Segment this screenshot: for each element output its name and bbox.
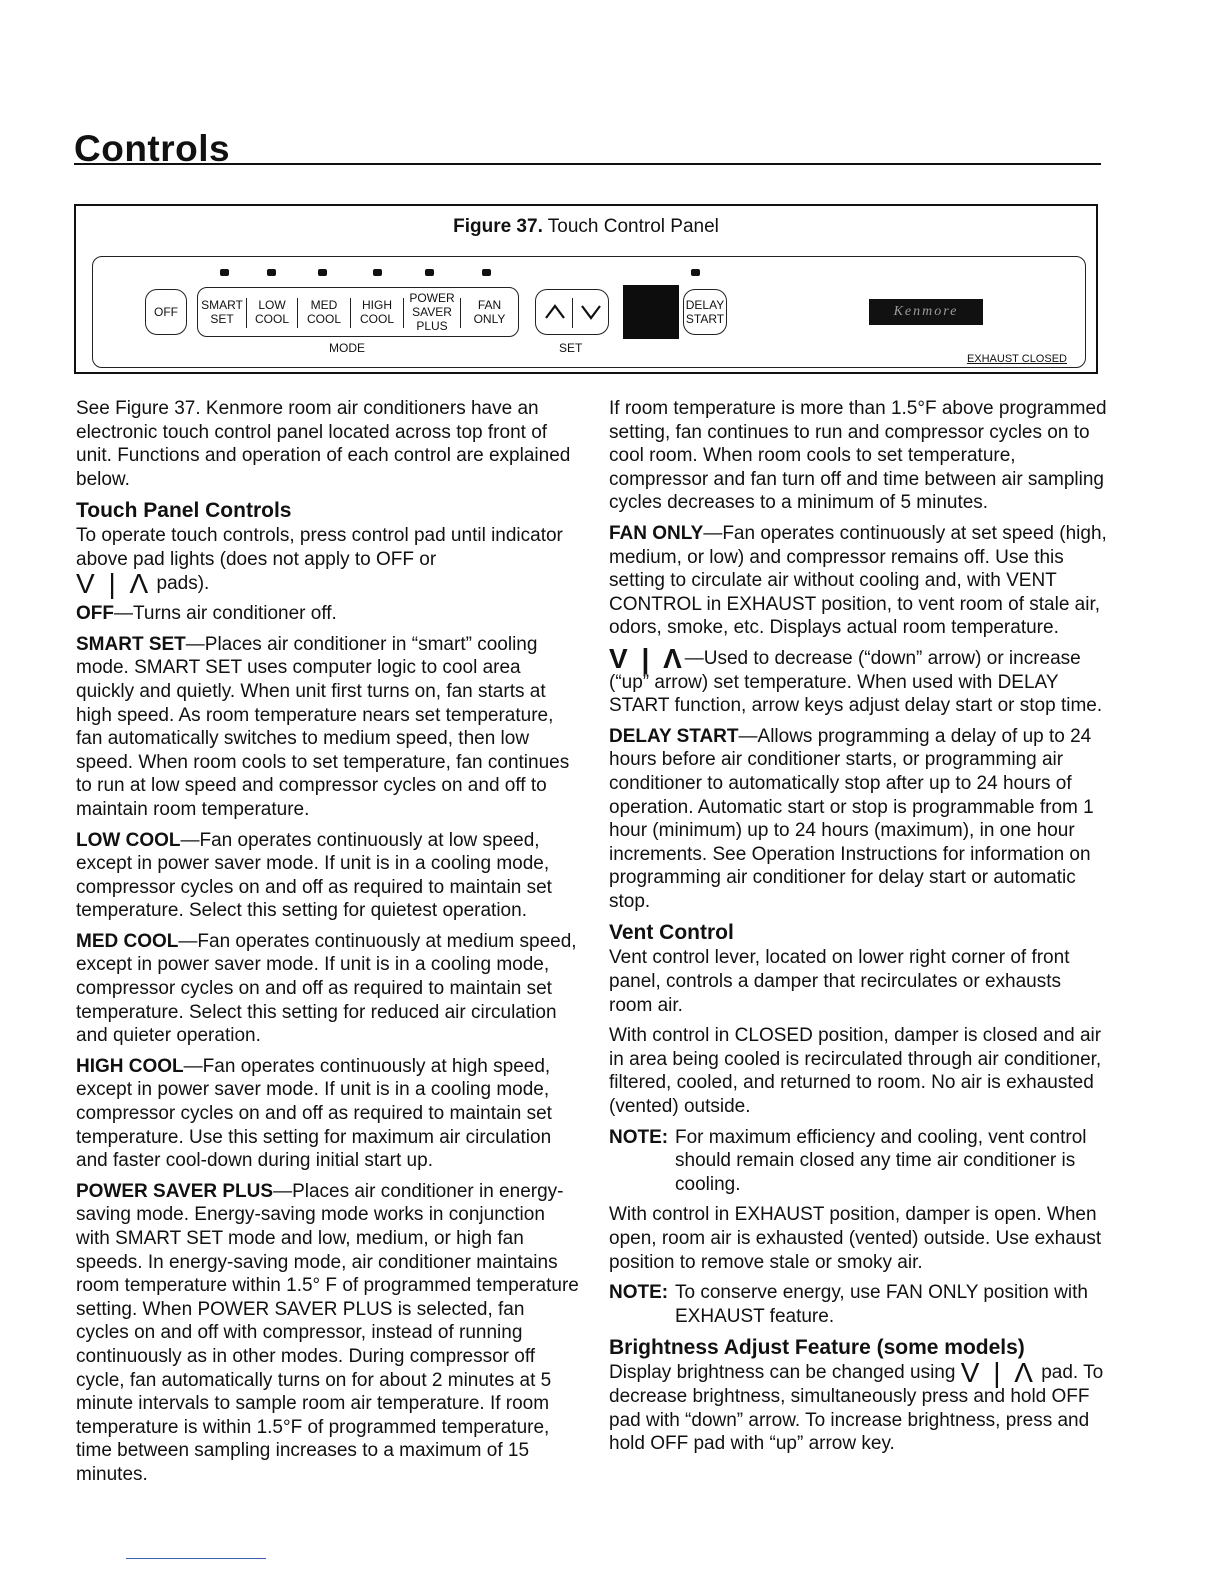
delay-start-term: DELAY START [609, 725, 739, 747]
med-cool-pad[interactable] [298, 292, 350, 332]
fan-only-description [609, 522, 1109, 640]
left-column [76, 397, 580, 1494]
vent-control-heading: Vent Control [609, 921, 734, 945]
arrow-divider [572, 298, 573, 328]
arrow-text: —Used to decrease (“down” arrow) or increase (“up” arrow) set temperature. When used with DELAY START function, arrow keys adjust delay start or stop time. [609, 647, 1103, 717]
smart-set-label-1: SMART [201, 298, 243, 312]
high-cool-label-1: HIGH [362, 298, 392, 312]
med-cool-description [76, 930, 580, 1048]
indicator-smart-set [220, 269, 229, 276]
brand-logo: Kenmore [869, 299, 983, 325]
arrow-symbols: V | Λ [960, 1357, 1036, 1389]
med-cool-term: MED COOL [76, 930, 179, 952]
smart-set-pad[interactable] [198, 292, 246, 332]
low-cool-term: LOW COOL [76, 829, 181, 851]
med-cool-label-2: COOL [306, 312, 341, 326]
mode-pad-group [197, 287, 519, 337]
high-cool-term: HIGH COOL [76, 1055, 184, 1077]
figure-caption [76, 216, 1096, 238]
up-arrow-icon[interactable] [544, 302, 566, 322]
arrow-description [609, 642, 1109, 718]
indicator-delay-start [691, 269, 700, 276]
figure-box [74, 204, 1098, 374]
smart-set-term: SMART SET [76, 633, 186, 655]
off-pad[interactable] [145, 289, 187, 335]
title-rule [74, 163, 1101, 165]
low-cool-text: —Fan operates continuously at low speed, except in power saver mode. If unit is in a cooling mode, compressor cycles on and off as required to maintain set temperature. Select this setting for quietest operation. [76, 829, 552, 922]
high-cool-description [76, 1055, 580, 1173]
note-text: To conserve energy, use FAN ONLY position with EXHAUST feature. [675, 1282, 1088, 1327]
mode-label: MODE [329, 341, 365, 355]
indicator-power-saver [425, 269, 434, 276]
touch-panel-paragraph [76, 524, 580, 599]
power-saver-plus-pad[interactable] [404, 292, 460, 332]
off-pad-label: OFF [154, 305, 178, 319]
right-column [609, 397, 1109, 1463]
fan-only-pad[interactable] [461, 292, 518, 332]
fan-only-label-1: FAN [477, 298, 502, 312]
fan-only-term: FAN ONLY [609, 522, 704, 544]
smart-set-description [76, 633, 580, 822]
brightness-text-end: pad. To decrease brightness, simultaneously press and hold OFF pad with “down” arrow. To increase brightness, press and hold OFF pad with “up” arrow key. [609, 1362, 1104, 1455]
smart-set-label-2: SET [210, 312, 234, 326]
note-conserve-energy [609, 1281, 1109, 1328]
low-cool-label-2: COOL [254, 312, 289, 326]
off-description [76, 602, 580, 626]
note-text: For maximum efficiency and cooling, vent control should remain closed any time air conditioner is cooling. [675, 1126, 1087, 1195]
down-arrow-icon[interactable] [580, 302, 602, 322]
footer-rule [126, 1558, 266, 1559]
note-efficiency [609, 1126, 1109, 1197]
brightness-heading: Brightness Adjust Feature (some models) [609, 1336, 1025, 1360]
off-text: —Turns air conditioner off. [114, 603, 337, 625]
brightness-text: Display brightness can be changed using [609, 1362, 956, 1384]
low-cool-label-1: LOW [258, 298, 286, 312]
high-cool-pad[interactable] [351, 292, 403, 332]
touch-panel-heading: Touch Panel Controls [76, 499, 292, 523]
indicator-fan-only [482, 269, 491, 276]
indicator-high-cool [373, 269, 382, 276]
power-saver-term: POWER SAVER PLUS [76, 1180, 274, 1202]
low-cool-description [76, 829, 580, 923]
low-cool-pad[interactable] [247, 292, 297, 332]
note-label: NOTE: [609, 1126, 669, 1148]
power-saver-label-3: PLUS [416, 319, 448, 333]
power-saver-label-2: SAVER [412, 305, 452, 319]
brightness-paragraph [609, 1357, 1109, 1455]
touch-panel-text-end: pads). [156, 572, 210, 594]
note-label: NOTE: [609, 1282, 669, 1304]
arrow-symbols: V | Λ [76, 567, 152, 599]
high-cool-label-2: COOL [359, 312, 394, 326]
delay-start-label-1: DELAY [685, 298, 725, 312]
indicator-med-cool [318, 269, 327, 276]
high-cool-text: —Fan operates continuously at high speed, except in power saver mode. If unit is in a cooling mode, compressor cycles on and off as required to maintain set temperature. Use this setting for maximum air circulation and faster cool-down during initial start up. [76, 1055, 552, 1172]
page-title: Controls [74, 128, 231, 169]
med-cool-label-1: MED [310, 298, 338, 312]
power-saver-description [76, 1180, 580, 1487]
touch-panel-text: To operate touch controls, press control pad until indicator above pad lights (does not apply to OFF or [76, 525, 563, 570]
med-cool-text: —Fan operates continuously at medium speed, except in power saver mode. If unit is in a cooling mode, compressor cycles on and off as required to maintain set temperature. Select this setting for reduced air circulation and quieter operation. [76, 930, 577, 1047]
power-saver-label-1: POWER [409, 291, 455, 305]
delay-start-text: —Allows programming a delay of up to 24 hours before air conditioner starts, or programming air conditioner to automatically stop after up to 24 hours of operation. Automatic start or stop is programmable from 1 hour (minimum) up to 24 hours (maximum), in one hour increments. See Operation Instructions for information on programming air conditioner for delay start or automatic stop. [609, 725, 1094, 912]
vent-control-paragraph: Vent control lever, located on lower right corner of front panel, controls a damper that recirculates or exhausts room air. [609, 947, 1070, 1016]
delay-start-pad[interactable] [683, 289, 727, 335]
indicator-low-cool [267, 269, 276, 276]
delay-start-description [609, 725, 1109, 914]
temperature-arrow-pad [535, 289, 609, 335]
figure-caption-text: Touch Control Panel [547, 216, 719, 237]
smart-set-text: —Places air conditioner in “smart” cooling mode. SMART SET uses computer logic to cool area quickly and quietly. When unit first turns on, fan starts at high speed. As room temperature nears set temperature, fan automatically switches to medium speed, then low speed. When room cools to set temperature, fan continues to run at low speed and compressor cycles on and off to maintain room temperature. [76, 633, 570, 820]
fan-only-text: —Fan operates continuously at set speed (high, medium, or low) and compressor remains off. Use this setting to circulate air without cooling and, with VENT CONTROL in EXHAUST position, to vent room of stale air, odors, smoke, etc. Displays actual room temperature. [609, 522, 1107, 639]
arrow-term: V | Λ [609, 642, 685, 674]
touch-control-panel [92, 256, 1086, 368]
power-saver-text: —Places air conditioner in energy-saving mode. Energy-saving mode works in conjunction with SMART SET mode and low, medium, or high fan speeds. In energy-saving mode, air conditioner maintains room temperature within 1.5° F of programmed temperature setting. When POWER SAVER PLUS is selected, fan cycles on and off with compressor, instead of running continuously as in other modes. During compressor off cycle, fan automatically turns on for about 2 minutes at 5 minute intervals to sample room air temperature. If room temperature is within 1.5°F of programmed temperature, time between sampling increases to a maximum of 15 minutes. [76, 1180, 579, 1485]
exhaust-position-paragraph: With control in EXHAUST position, damper is open. When open, room air is exhausted (vented) outside. Use exhaust position to remove stale or smoky air. [609, 1204, 1102, 1273]
figure-number: Figure 37. [453, 216, 543, 237]
fan-only-label-2: ONLY [473, 312, 506, 326]
intro-paragraph: See Figure 37. Kenmore room air conditioners have an electronic touch control panel located across top front of unit. Functions and operation of each control are explained below. [76, 398, 571, 490]
off-term: OFF [76, 603, 114, 625]
set-label: SET [559, 341, 583, 355]
power-saver-continued: If room temperature is more than 1.5°F above programmed setting, fan continues to run and compressor cycles on to cool room. When room cools to set temperature, compressor and fan turn off and time between air sampling cycles decreases to a minimum of 5 minutes. [609, 398, 1107, 514]
delay-start-label-2: START [685, 312, 725, 326]
temperature-display [623, 285, 679, 339]
exhaust-closed-label: EXHAUST CLOSED [966, 353, 1067, 365]
closed-position-paragraph: With control in CLOSED position, damper is closed and air in area being cooled is recirculated through air conditioner, filtered, cooled, and returned to room. No air is exhausted (vented) outside. [609, 1025, 1102, 1118]
